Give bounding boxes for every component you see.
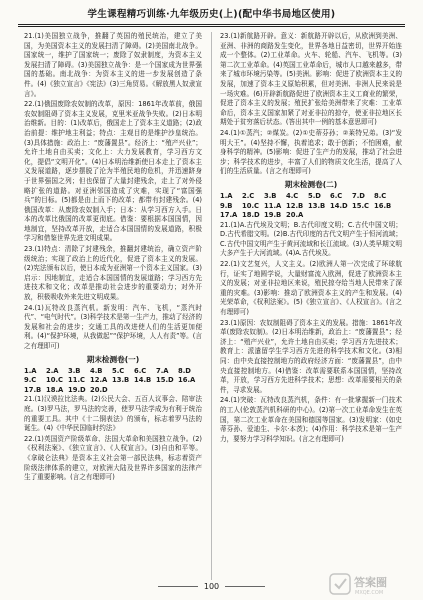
choice-answer: 11.A <box>264 201 282 210</box>
choice-answer: 14.B <box>134 376 152 385</box>
choice-answer: 13.B <box>308 201 326 210</box>
choice-answer: 5.D <box>308 191 321 200</box>
choice-answer: 2.C <box>242 191 255 200</box>
left-answer-column <box>24 32 202 580</box>
choice-answer: 3.B <box>264 191 277 200</box>
answer-entry <box>220 32 402 128</box>
right-answer-column <box>220 32 402 580</box>
choice-answer: 15.C <box>352 201 370 210</box>
answer-text: 24.(1)突破：瓦特改良蒸汽机，条件：有一批掌握新一门技术的工人(伦敦蒸汽机科研的中心)。(2)第一次工业革命发生在英国，第二次工业革命在美国和德国等国家。(3)发明家：(如史蒂芬孙、爱迪生、卡尔·本茨)；(4)作用：科学技术是第一生产力，要努力学习科学知识。(言之有理即可) <box>220 396 402 443</box>
answer-text: 22.(1)英国资产阶级革命、法国大革命和美国独立战争。(2)《权利法案》、《独立宣言》、《人权宣言》。(3)自由和平等。《拿破仑法典》是资本主义社会第一部民法典，标志着资产阶级法律体系的建立，对欧洲大陆及世界许多国家的法律产生了重要影响。(言之有理即可) <box>24 434 202 482</box>
page-header-title: 学生课程精巧训练·九年级历史(上)(配中华书局地区使用) <box>87 9 336 20</box>
footer-dash-right <box>225 586 265 587</box>
answer-entry <box>24 245 202 303</box>
choice-answer: 12.A <box>90 376 108 385</box>
choice-answer: 1.A <box>24 366 37 375</box>
answer-entry <box>24 32 202 99</box>
answer-text: 21.(1)汉谟拉比法典。(2)公民大会、五百人议事会、陪审法庭。(3)罗马法，罗马法的完善，使罗马法学成为有利于统治的重要工具。其中《十二铜表法》的颁布，标志着罗马法的诞生。(4)《中华民国临时约法》 <box>24 395 202 433</box>
section-title: 期末检测卷(二) <box>284 179 338 189</box>
answer-text: 23.(1)原因：农奴制阻碍了资本主义的发展。措施：1861年改革(废除农奴制)。(2)日本明治维新，政治上：“废藩置县”；经济上：“殖产兴业”，允许土地自由买卖；学习西方先进技术；教育上：派遣留学生学习西方先进的科学技术和文化。(3)相同：由中央直接控制地方的政府经济方面：“废藩置县”，由中央直接控制地方。(4)借鉴：改革需要联系本国国情，坚持改革，开放，学习西方先进科学技术；思想：改革需要相关的条件，寻求发展。 <box>220 318 402 394</box>
answer-entry <box>24 100 202 244</box>
choice-answer: 3.B <box>68 366 81 375</box>
watermark-logo <box>329 572 417 596</box>
choice-answer: 14.D <box>330 201 348 210</box>
choice-answer: 9.C <box>24 376 37 385</box>
answer-entry <box>24 395 202 433</box>
answer-text: 22.(1)俄国废除农奴制的改革，原因：1861年改革前，俄国农奴制阻碍了资本主义发展，克里米亚战争失败。(2)日本明治维新。目的：(1)改革后，俄国走上了资本主义道路；(2)政治前提：维护地主利益；特点：主观目的是维护沙皇统治。(3)具体措施：政治上：“废藩置县”。经济上：“殖产兴业”；允许土地自由买卖；文化上：大力发展教育，学习西方文化，提倡“文明开化”。(4)日本明治维新使日本走上了资本主义发展道路，逐步摆脱了沦为半殖民地的危机，并迅速跻身于世界强国之列；但也保留了大量封建残余，走上了对外侵略扩张的道路。对亚洲邻国造成了灾难，实现了“富国强兵”的目标。(5)都是由上而下的改革；都带有封建残余。(4)俄国改革：从废除农奴制入手；日本：从学习西方入手。日本的改革比俄国的改革更彻底。借鉴：要根据本国国情，因地制宜，坚持改革开放，走适合本国国情的发展道路，积极学习和借鉴世界先进文明成果。 <box>24 100 202 243</box>
choice-answer: 6.C <box>134 366 147 375</box>
choice-answer: 10.C <box>46 376 64 385</box>
choice-answer: 13.B <box>112 376 130 385</box>
choice-answer: 12.B <box>286 201 304 210</box>
choice-answer: 2.A <box>46 366 59 375</box>
choice-answers <box>24 367 202 396</box>
answer-text: 24.(1)①蒸汽；②煤炭。(2)①史蒂芬孙；②莱特兄弟。(3)“发明大王”。(4)坚持不懈，执着追求；敢于创新；不怕困难，献身科学的精神。(5)影响：促进了生产力的发展，推动了社会进步；科学技术的进步，丰富了人们的物质文化生活，提高了人们的生活质量。(言之有理即可) <box>220 128 402 176</box>
choice-answer: 6.C <box>330 191 343 200</box>
answer-text: 21.(1)A.古代埃及文明；B.古代印度文明；C.古代中国文明；D.古代希腊文明。(2)B.古代印度的古代文明产生于恒河流域；C.古代中国文明产生于黄河流域和长江流域。(3)人类早期文明大多产生于大河流域。(4)A.古代埃及。 <box>220 220 402 258</box>
choice-answer: 18.A <box>46 385 64 394</box>
choice-answer: 1.A <box>220 191 233 200</box>
choice-answer: 9.B <box>220 201 233 210</box>
choice-answer: 8.D <box>178 366 191 375</box>
choice-answers <box>220 192 402 221</box>
choice-answer: 19.B <box>264 211 282 220</box>
column-divider <box>211 32 212 580</box>
footer-dash-left <box>158 586 198 587</box>
choice-answer: 16.A <box>178 376 196 385</box>
answer-entry <box>220 319 402 396</box>
section-title: 期末检测卷(一) <box>86 354 140 364</box>
header-rule-top <box>18 24 405 25</box>
answer-entry <box>220 396 402 444</box>
answer-text: 22.(1)文艺复兴，人文主义。(2)欧洲人第一次完成了环球航行，证实了地圆学说，大量财富流入欧洲，促进了欧洲资本主义的发展；对亚非拉地区来说，殖民掠夺给当地人民带来了深重的灾难。(3)影响：推动了欧洲资本主义的产生和发展。(4)光荣革命，《权利法案》。(5)《独立宣言》、《人权宣言》。(言之有理即可) <box>220 260 402 317</box>
choice-answer: 20.A <box>286 211 304 220</box>
answer-entry <box>220 129 402 177</box>
choice-answer: 19.D <box>68 385 86 394</box>
choice-answer: 4.B <box>90 366 103 375</box>
answer-text: 23.(1)特点：清除了封建残余，推翻封建统治，确立资产阶级统治；实现了政治上的近代化，促进了资本主义的发展。(2)宪法颁布以后，使日本成为亚洲第一个资本主义国家。(3)启示：因地制宜，走适合本国国情的发展道路；学习西方先进技术和文化；改革是推动社会进步的重要动力；对外开放，积极吸收外来先进文明成果。 <box>24 245 202 302</box>
choice-answer: 15.D <box>156 376 174 385</box>
answer-text: 23.(1)新航路开辟。意义：新航路开辟以后，从欧洲到美洲、亚洲、非洲的商路发生变化，世界各地日益密切，世界开始连成一个整体。(2)工业革命。火车、轮船、汽车、飞机等。(3)第二次工业革命。(4)英国工业革命后，城市人口越来越多，带来了城市环境污染等。(5)美洲。影响：促进了欧洲资本主义的发展，加速了资本主义原始积累，但对美洲、非洲人民来说是一场灾难。(6)开辟新航路促进了欧洲资本主义工商业的繁荣，促进了资本主义的发展；殖民扩张给美洲带来了灾难：工业革命后，资本主义国家加紧了对亚非拉的掠夺，使亚非拉地区长期处于贫穷落后状态。(答出其中一例的基本意思即可) <box>220 32 402 127</box>
answer-entry <box>24 304 202 352</box>
choice-answer: 8.C <box>374 191 387 200</box>
choice-answer: 7.A <box>156 366 169 375</box>
choice-answer: 17.B <box>24 385 42 394</box>
choice-answer: 20.D <box>90 385 108 394</box>
choice-answer: 5.C <box>112 366 125 375</box>
choice-answer: 16.B <box>374 201 392 210</box>
choice-answer: 17.A <box>220 211 238 220</box>
choice-answer: 18.D <box>242 211 260 220</box>
answer-entry <box>220 260 402 318</box>
answer-entry <box>24 435 202 483</box>
watermark-text: 答案圈 <box>354 576 387 589</box>
watermark-logo-icon <box>329 572 417 596</box>
watermark-subtext: MXQE.COM <box>355 590 384 596</box>
answer-text: 21.(1)美国独立战争，推翻了英国的殖民统治，建立了美国，为美国资本主义的发展扫清了障碍。(2)美国南北战争。国家统一，维护了国家统一；废除了奴隶制度，为资本主义发展扫清了障碍。(3)美国独立战争：是一个国家成为世界强国的基础。南北战争：为资本主义的进一步发展创造了条件。(4)《独立宣言》《宪法》(3)三角贸易。《解放黑人奴隶宣言》。 <box>24 32 202 98</box>
answer-entry <box>220 221 402 259</box>
choice-answer: 10.C <box>242 201 260 210</box>
choice-answer: 11.C <box>68 376 86 385</box>
choice-answer: 4.C <box>286 191 299 200</box>
answer-text: 24.(1)瓦特改良蒸汽机。新发明：汽车、飞机，“蒸汽时代”、“电气时代”。(3)科学技术是第一生产力，推动了经济的发展和社会的进步；交通工具的改进使人们的生活更加便利。(4)“保护环境，从我做起”“保护环境，人人有责”等。(言之有理即可) <box>24 303 202 350</box>
header-rule-bottom <box>18 26 405 27</box>
choice-answer: 7.D <box>352 191 365 200</box>
page-number: 100 <box>203 582 220 591</box>
